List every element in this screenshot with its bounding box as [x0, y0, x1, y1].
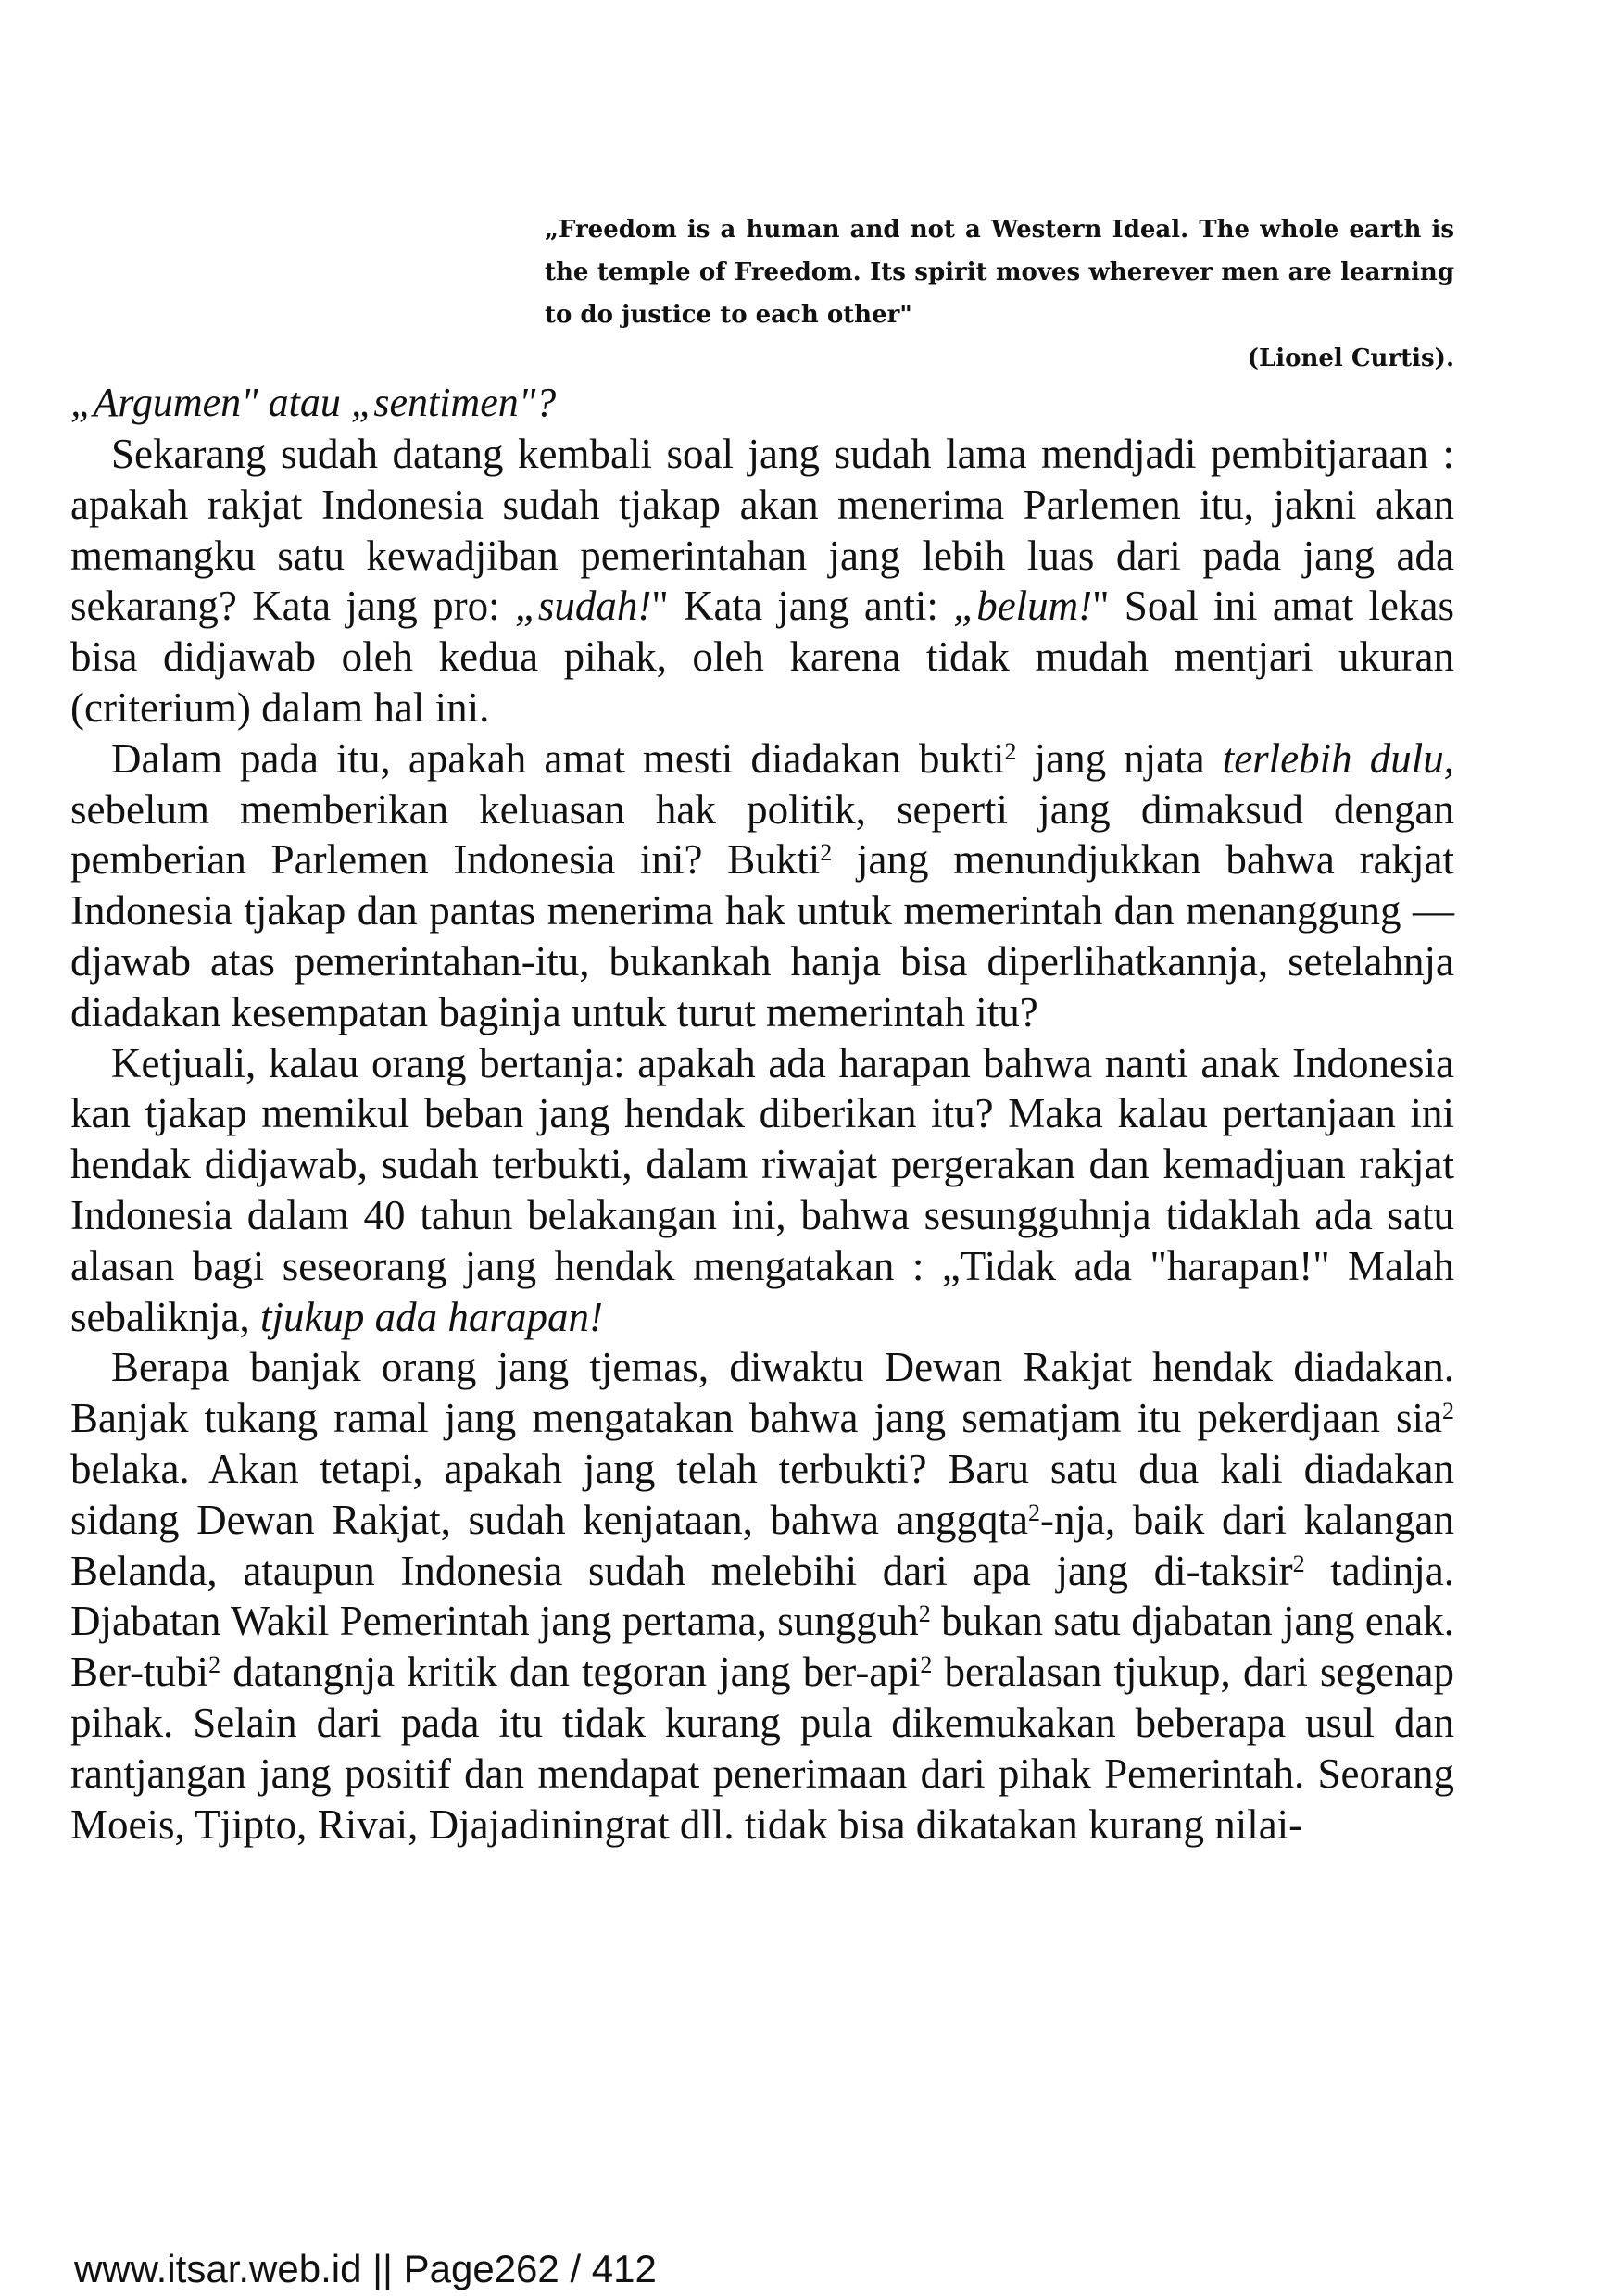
section-heading: „Argumen" atau „sentimen"? — [70, 380, 557, 425]
reduplication-mark: 2 — [1028, 1499, 1041, 1526]
reduplication-mark: 2 — [1292, 1549, 1305, 1577]
epigraph-attribution: (Lionel Curtis). — [1247, 345, 1454, 372]
body-text — [70, 429, 1454, 1850]
page-footer: www.itsar.web.id || Page262 / 412 — [74, 2247, 657, 2290]
paragraph-1: Sekarang sudah datang kembali soal jang sudah lama mendjadi pembitjaraan : apakah rakjat Indonesia sudah tjakap akan menerima Parlemen itu, jakni akan memangku satu kewadjiban pemerintahan jang lebih luas dari pada jang ada sekarang? Kata jang pro: „sudah!" Kata jang anti: „belum!" Soal ini amat lekas bisa didjawab oleh kedua pihak, oleh karena tidak mudah mentjari ukuran (criterium) dalam hal ini. — [70, 431, 1454, 731]
reduplication-mark: 2 — [918, 1600, 931, 1628]
epigraph-quote: „Freedom is a human and not a Western Ideal. The whole earth is the temple of Freedom. Its spirit moves wherever men are learning to do justice to each other" — [545, 216, 1454, 329]
reduplication-mark: 2 — [1442, 1398, 1454, 1425]
reduplication-mark: 2 — [820, 839, 833, 867]
paragraph-4: Berapa banjak orang jang tjemas, diwaktu Dewan Rakjat hendak diadakan. Banjak tukang ramal jang mengatakan bahwa jang sematjam itu pekerdjaan sia$^2$ belaka. Akan tetapi, apakah jang telah terbukti? Baru satu dua kali diadakan sidang Dewan Rakjat, sudah kenjataan, bahwa anggqta$^2$-nja, baik dari kalangan Belanda, ataupun Indonesia sudah melebihi dari apa jang di-taksir$^2$ tadinja. Djabatan Wakil Pemerintah jang pertama, sungguh$^2$ bukan satu djabatan jang enak. Ber-tubi$^2$ datangnja kritik dan tegoran jang ber-api$^2$ beralasan tjukup, dari segenap pihak. Selain dari pada itu tidak kurang pula dikemukakan beberapa usul dan rantjangan jang positif dan mendapat penerimaan dari pihak Pemerintah. Seorang Moeis, Tjipto, Rivai, Djajadiningrat dll. tidak bisa dikatakan kurang nilai- — [70, 1344, 1455, 1848]
reduplication-mark: 2 — [920, 1651, 933, 1679]
reduplication-mark: 2 — [1004, 737, 1017, 765]
paragraph-3: Ketjuali, kalau orang bertanja: apakah ada harapan bahwa nanti anak Indonesia kan tjakap memikul beban jang hendak diberikan itu? Maka kalau pertanjaan ini hendak didjawab, sudah terbukti, dalam riwajat pergerakan dan kemadjuan rakjat Indonesia dalam 40 tahun belakangan ini, bahwa sesungguhnja tidaklah ada satu alasan bagi seseorang jang hendak mengatakan : „Tidak ada "harapan!" Malah sebaliknja, tjukup ada harapan! — [70, 1039, 1454, 1340]
reduplication-mark: 2 — [208, 1651, 221, 1679]
paragraph-2: Dalam pada itu, apakah amat mesti diadakan bukti$^2$ jang njata terlebih dulu, sebelum memberikan keluasan hak politik, seperti jang dimaksud dengan pemberian Parlemen Indonesia ini? Bukti$^2$ jang menundjukkan bahwa rakjat Indonesia tjakap dan pantas menerima hak untuk memerintah dan menanggung — djawab atas pemerintahan-itu, bukankah hanja bisa diperlihatkannja, setelahnja diadakan kesempatan baginja untuk turut memerintah itu? — [70, 734, 1455, 1035]
